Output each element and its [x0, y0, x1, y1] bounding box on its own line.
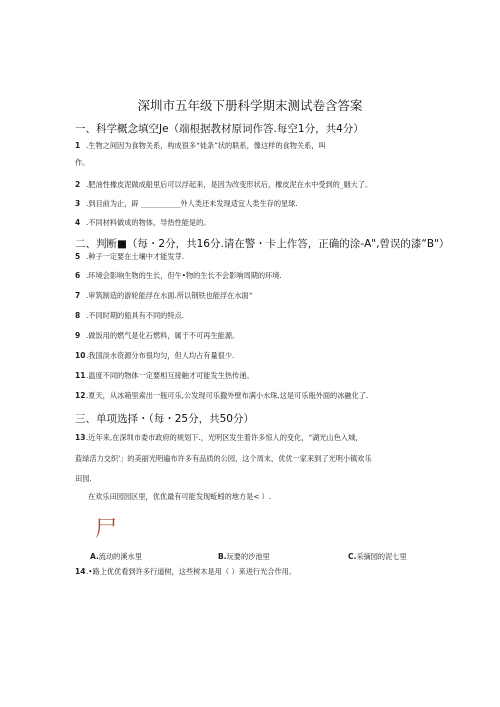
question-text: .到目前为止，辟 ___________外人类还未发现适宜人类生存的星球.	[86, 199, 298, 208]
figure-glyph: 尸	[95, 517, 118, 542]
question-1	[75, 139, 475, 152]
question-number: 6	[75, 271, 81, 280]
option-c-label: C.	[348, 552, 357, 561]
question-2	[75, 178, 475, 191]
question-number: 2	[75, 180, 81, 189]
question-text: .我国淡水资源分布很均匀，但人均占有量很少.	[86, 351, 235, 360]
question-4	[75, 216, 475, 229]
question-text: .审筑制造的游轮能浮在水面.所以钢铁也能浮在水面“	[86, 291, 253, 300]
section-heading-1: 一、科学概念填空Je（端根据教材原词作答.每空1分，共4分）	[75, 123, 364, 135]
question-text: .•路上优优看到许多行道树，这些树木是用（ ）来进行光合作用。	[86, 567, 297, 576]
question-13	[75, 431, 475, 444]
question-number: 5	[75, 252, 81, 261]
question-14	[75, 565, 475, 578]
question-13-continued: 田园.	[75, 474, 92, 483]
question-9	[75, 329, 475, 342]
question-text: .肥油性橡皮泥做成船里后可以浮起来，是因为改变形状后，橡皮泥在水中受到的_姻大了。	[86, 180, 373, 189]
section-heading-2: 二、判断■（每・2分，共16分.请在警・卡上作答，正确的涂-A",曾误的漆“B"）	[75, 238, 450, 250]
question-text: .种子一定要在土壤中才能发芽.	[86, 252, 185, 261]
question-8	[75, 309, 475, 322]
option-c-text: 采摘园的泥七里	[356, 552, 407, 561]
option-a[interactable]	[90, 552, 142, 562]
option-b-text: 玩要的沙池里	[226, 552, 270, 561]
section-heading-3: 三、单项选择・（每・25分，共50分）	[75, 413, 254, 425]
question-3	[75, 197, 475, 210]
question-10	[75, 349, 475, 362]
question-number: 7	[75, 291, 81, 300]
question-12	[75, 389, 475, 402]
question-5	[75, 250, 475, 263]
option-a-text: 流动的溪水里	[98, 552, 142, 561]
question-number: 1	[75, 141, 81, 150]
question-text: .温度不同的物体一定要相互接触才可能发生热传递。	[86, 371, 254, 380]
question-13-prompt: 在欢乐田园园区里，优优最有可能发现蚯蚓的地方是< ）.	[88, 492, 272, 501]
question-1-continued	[75, 156, 475, 169]
question-13-continued: 蓝绿活力交织'」的美丽光明遍布许多有品质的公园，这个周末，优优一家来到了光明小镇欢乐	[75, 454, 372, 463]
question-number: 10	[75, 351, 86, 360]
question-11	[75, 369, 475, 382]
question-number: 11	[75, 371, 86, 380]
question-number: 14	[75, 567, 86, 576]
question-number: 13	[75, 433, 86, 442]
page-title: 深圳市五年级下册科学期末测试卷含答案	[137, 98, 363, 113]
option-c[interactable]	[348, 552, 407, 562]
question-text: .不同时期的船具有不同的特点.	[86, 311, 185, 320]
question-6	[75, 269, 475, 282]
option-b[interactable]	[218, 552, 270, 562]
question-text: .不同材料做成的物体，导热性能是的。	[86, 218, 211, 227]
question-text: .生物之间因为食物关系，构成很多“徒条”状的联系，像这样的食物关系，叫	[86, 141, 326, 150]
question-number: 3	[75, 199, 81, 208]
question-text: .环境会影响生物的生长，但牛•物的生长不会影响周期的环境.	[86, 271, 282, 280]
question-text: .做饭用的燃气是化石燃料，属于不可再生能源。	[86, 331, 240, 340]
option-a-label: A.	[90, 552, 99, 561]
question-number: 8	[75, 311, 81, 320]
question-number: 4	[75, 218, 81, 227]
question-text: .夏天，从冰箱里索出一瓶可乐,公发现可乐撒外壁布满小水珠,这是可乐瓶外面的冰融化了.	[86, 391, 369, 400]
option-b-label: B.	[218, 552, 227, 561]
question-number: 12	[75, 391, 86, 400]
question-text: 作。	[75, 158, 90, 167]
question-text: .近年来,在深圳市委市政府的规划下.，光明区发生着许多惊人的变化，“湖光山色入城，	[86, 433, 363, 442]
question-7	[75, 289, 475, 302]
question-number: 9	[75, 331, 81, 340]
